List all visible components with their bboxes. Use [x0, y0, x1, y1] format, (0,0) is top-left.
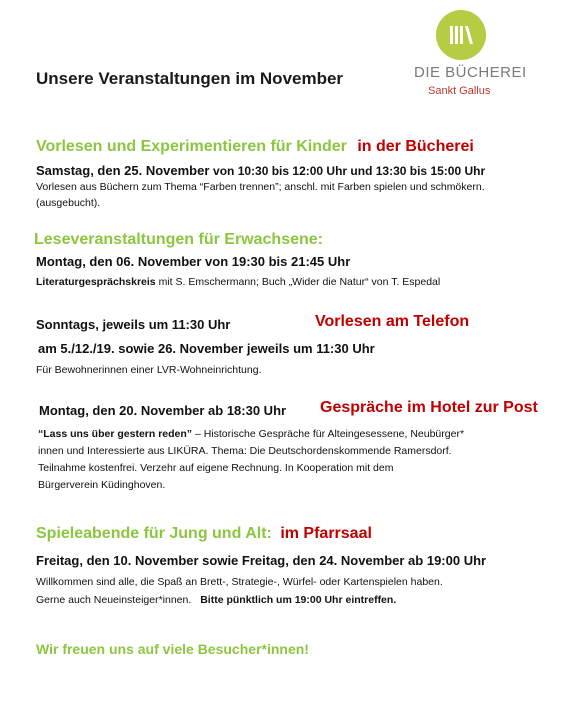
event-telefon-heading: Vorlesen am Telefon: [315, 313, 470, 330]
event-hotel-date: Montag, den 20. November ab 18:30 Uhr: [39, 403, 287, 418]
event-erwachsene-desc: [36, 276, 440, 288]
event-kinder-date-rest: von 10:30 bis 12:00 Uhr und 13:30 bis 15:00 Uhr: [213, 164, 486, 178]
logo-mark: [436, 10, 486, 60]
event-telefon-desc: Für Bewohnerinnen einer LVR-Wohneinrichtung.: [36, 364, 262, 376]
event-telefon-date: Sonntags, jeweils um 11:30 Uhr: [36, 317, 231, 332]
event-kinder-date: [36, 163, 485, 178]
event-hotel-line3: Teilnahme kostenfrei. Verzehr auf eigene Rechnung. In Kooperation mit dem: [38, 462, 394, 474]
event-kinder-desc2: (ausgebucht).: [36, 197, 101, 209]
event-spiele-line2-text: Gerne auch Neueinsteiger*innen.: [36, 594, 192, 606]
event-hotel-line4: Bürgerverein Küdinghoven.: [38, 479, 166, 491]
event-spiele-heading-green: Spieleabende für Jung und Alt:: [36, 525, 272, 542]
event-kinder-desc1: Vorlesen aus Büchern zum Thema “Farben trennen”; anschl. mit Farben spielen und schmökern.: [36, 181, 485, 193]
event-spiele-line1: Willkommen sind alle, die Spaß an Brett-, Strategie-, Würfel- oder Kartenspielen haben.: [36, 576, 443, 588]
logo-subtitle: Sankt Gallus: [428, 85, 491, 97]
event-erwachsene-heading: Leseveranstaltungen für Erwachsene:: [34, 231, 323, 248]
closing-line: Wir freuen uns auf viele Besucher*innen!: [36, 641, 309, 657]
event-spiele-date: Freitag, den 10. November sowie Freitag, den 24. November ab 19:00 Uhr: [36, 553, 487, 568]
event-spiele-line2-bold: Bitte pünktlich um 19:00 Uhr eintreffen.: [200, 594, 397, 606]
event-erwachsene-desc-bold: Literaturgesprächskreis: [36, 276, 156, 288]
event-hotel-quote: “Lass uns über gestern reden”: [38, 428, 193, 440]
event-kinder-date-bold: Samstag, den 25. November: [36, 163, 210, 178]
event-erwachsene-desc-rest: mit S. Emschermann; Buch „Wider die Natur“ von T. Espedal: [158, 276, 441, 288]
event-hotel-line2: innen und Interessierte aus LIKÜRA. Thema: Die Deutschordenskommende Ramersdorf.: [38, 445, 452, 457]
logo-name: DIE BÜCHEREI: [414, 64, 527, 81]
event-kinder-heading-green: Vorlesen und Experimentieren für Kinder: [36, 138, 347, 155]
event-hotel-heading: Gespräche im Hotel zur Post: [320, 399, 538, 416]
event-kinder-heading-red: in der Bücherei: [357, 138, 474, 155]
page-title: Unsere Veranstaltungen im November: [36, 69, 344, 88]
event-telefon-dates: am 5./12./19. sowie 26. November jeweils um 11:30 Uhr: [38, 341, 375, 356]
event-kinder-heading: [36, 138, 474, 156]
event-hotel-line1: [38, 428, 464, 440]
event-erwachsene-date: Montag, den 06. November von 19:30 bis 21:45 Uhr: [36, 254, 351, 269]
event-spiele-heading-red: im Pfarrsaal: [280, 525, 372, 542]
event-hotel-line1-rest: – Historische Gespräche für Alteingesessene, Neubürger*: [194, 428, 465, 440]
event-spiele-line2: [36, 594, 396, 606]
books-icon: [436, 10, 486, 60]
event-spiele-heading: [36, 525, 372, 543]
